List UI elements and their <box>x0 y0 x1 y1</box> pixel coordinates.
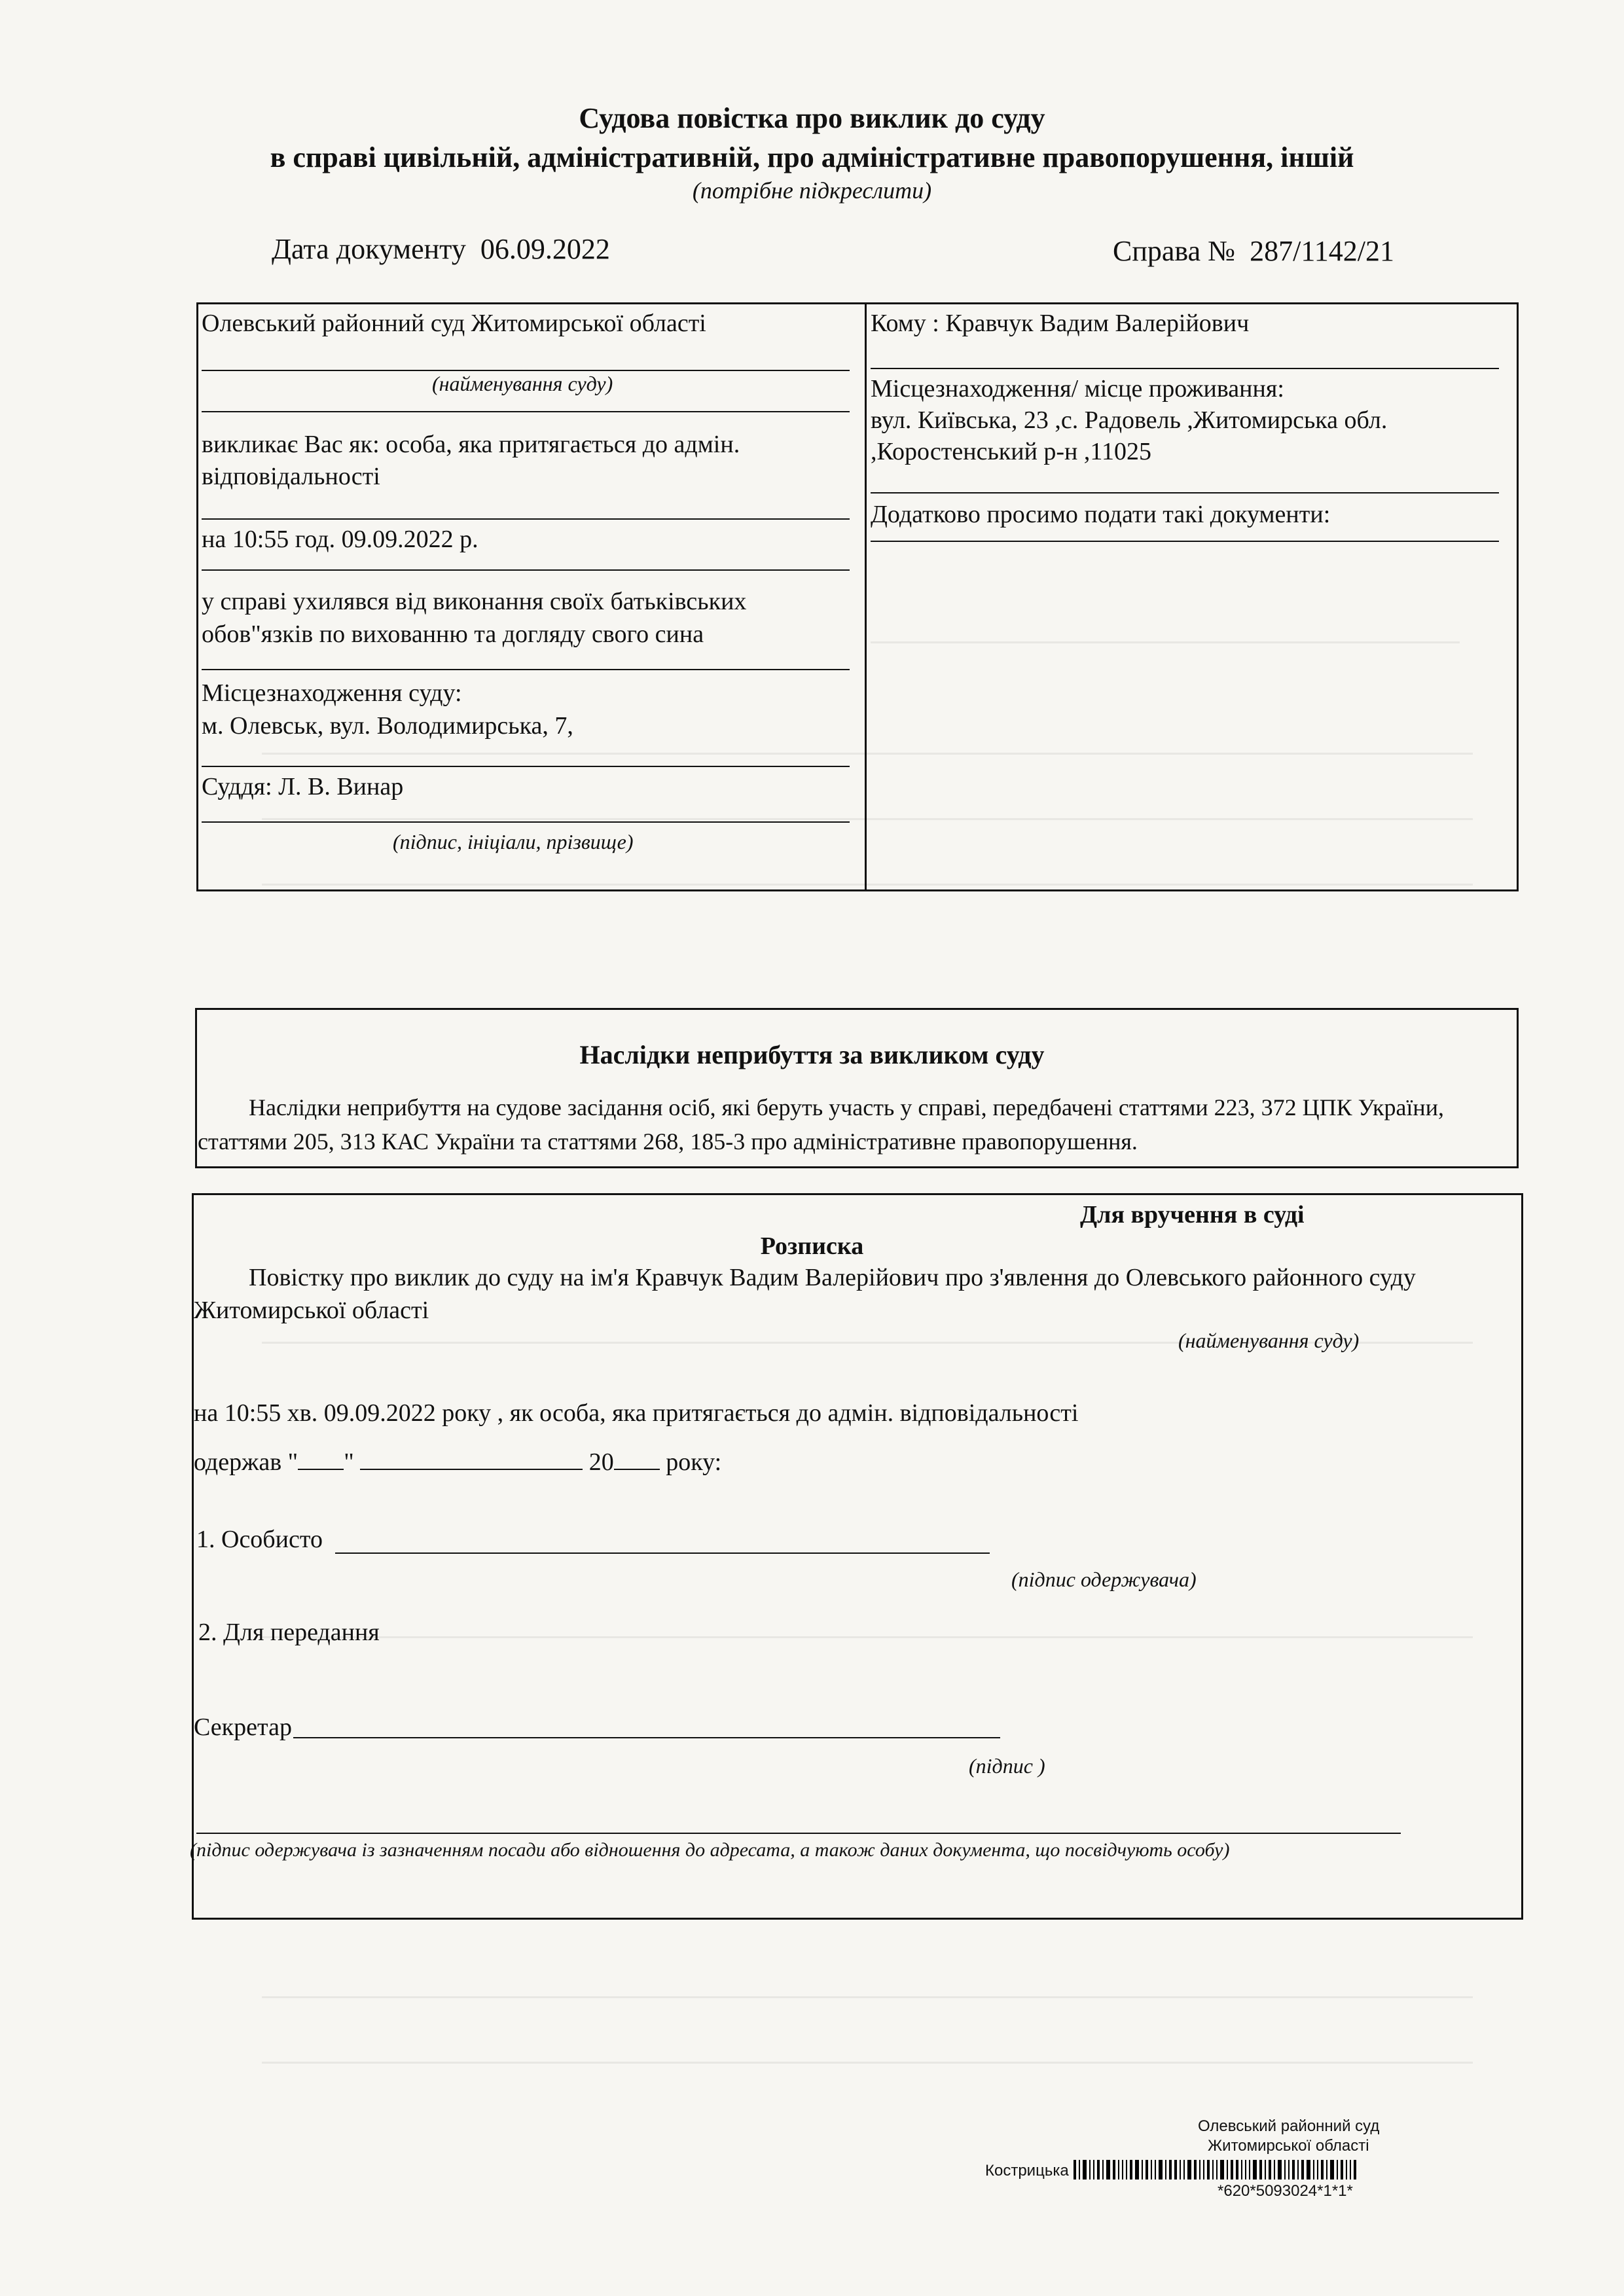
case-number <box>1113 234 1394 268</box>
personally-signature-line <box>335 1552 990 1554</box>
barcode-bar <box>1146 2160 1148 2179</box>
barcode-bar <box>1274 2160 1275 2179</box>
for-court-delivery: Для вручення в суді <box>1080 1201 1305 1229</box>
barcode-bar <box>1321 2160 1324 2179</box>
barcode-bar <box>1126 2160 1127 2179</box>
case-description-cont: обов"язків по вихованню та догляду свого сина <box>202 620 704 648</box>
calls-line <box>202 518 850 520</box>
barcode-bar <box>1249 2160 1250 2179</box>
barcode-bar <box>1284 2160 1286 2179</box>
barcode-bar <box>1288 2160 1290 2179</box>
barcode-bar <box>1341 2160 1343 2179</box>
court-name: Олевський районний суд Житомирської області <box>202 310 706 337</box>
barcode-bar <box>1093 2160 1094 2179</box>
barcode-bar <box>1155 2160 1156 2179</box>
barcode-bar <box>1292 2160 1295 2179</box>
document-title: Судова повістка про виклик до суду <box>579 102 1045 134</box>
document-date <box>272 232 610 266</box>
document-subtitle: в справі цивільній, адміністративній, про адміністративне правопорушення, іншій <box>270 141 1354 173</box>
court-name-caption: (найменування суду) <box>432 372 613 395</box>
consequences-title: Наслідки неприбуття за викликом суду <box>579 1040 1045 1069</box>
barcode-bar <box>1227 2160 1228 2179</box>
barcode-bar <box>1083 2160 1087 2179</box>
barcode-bar <box>1118 2160 1119 2179</box>
calls-you-as: викликає Вас як: особа, яка притягається до адмін. <box>202 431 740 458</box>
hearing-time: на 10:55 год. 09.09.2022 р. <box>202 526 478 553</box>
barcode-bar <box>1241 2160 1242 2179</box>
case-line <box>202 669 850 670</box>
barcode-bar <box>1313 2160 1314 2179</box>
barcode-bar <box>1199 2160 1200 2179</box>
recipient-sign-caption: (підпис одержувача) <box>1011 1568 1197 1591</box>
receipt-text: Повістку про виклик до суду на ім'я Кравчук Вадим Валерійович про з'явлення до Олевського районного суду <box>249 1264 1416 1291</box>
bleed-through-line <box>262 2062 1473 2064</box>
barcode-bar <box>1180 2160 1181 2179</box>
barcode-bar <box>1259 2160 1262 2179</box>
barcode-bar <box>1278 2160 1282 2179</box>
barcode-bar <box>1074 2160 1076 2179</box>
received-quote: " <box>344 1448 354 1476</box>
extra-documents: Додатково просимо подати такі документи: <box>871 501 1331 528</box>
barcode-bar <box>1212 2160 1214 2179</box>
secretary-sign-caption: (підпис ) <box>969 1754 1045 1778</box>
barcode-bar <box>1354 2160 1356 2179</box>
barcode-bar <box>1165 2160 1166 2179</box>
time-line <box>202 569 850 571</box>
barcode-bar <box>1169 2160 1172 2179</box>
barcode-bar <box>1122 2160 1123 2179</box>
barcode-bar <box>1097 2160 1100 2179</box>
barcode-bar <box>1183 2160 1185 2179</box>
barcode-bar <box>1253 2160 1257 2179</box>
barcode-bar <box>1350 2160 1351 2179</box>
barcode-bar <box>1113 2160 1115 2179</box>
barcode-bar <box>1265 2160 1266 2179</box>
case-label: Справа № <box>1113 235 1236 267</box>
for-transfer-label: 2. Для передання <box>198 1619 380 1646</box>
barcode-bar <box>1203 2160 1204 2179</box>
barcode-bar <box>1301 2160 1304 2179</box>
received-suffix: року: <box>666 1448 722 1476</box>
received-date-row <box>194 1446 721 1478</box>
court-caption-line <box>202 411 850 412</box>
barcode-bar <box>1130 2160 1132 2179</box>
recipient-name: Кому : Кравчук Вадим Валерійович <box>871 310 1250 337</box>
summons-column-divider <box>865 302 867 891</box>
residence-address-cont: ,Коростенський р-н ,11025 <box>871 438 1151 465</box>
barcode-bar <box>1236 2160 1238 2179</box>
extra-docs-line <box>871 541 1499 542</box>
barcode-bar <box>1317 2160 1318 2179</box>
barcode-bar <box>1326 2160 1327 2179</box>
judge-caption: (підпис, ініціали, прізвище) <box>393 830 634 853</box>
barcode <box>1074 2160 1359 2179</box>
barcode-bar <box>1174 2160 1177 2179</box>
barcode-bar <box>1220 2160 1224 2179</box>
barcode-bar <box>1187 2160 1191 2179</box>
case-description: у справі ухилявся від виконання своїх батьківських <box>202 588 747 615</box>
barcode-bar <box>1307 2160 1310 2179</box>
receipt-title: Розписка <box>760 1232 864 1260</box>
barcode-bar <box>1159 2160 1163 2179</box>
residence-address: вул. Київська, 23 ,с. Радовель ,Житомирська обл. <box>871 406 1388 434</box>
judge-name: Суддя: Л. В. Винар <box>202 773 404 800</box>
residence-line <box>871 492 1499 493</box>
barcode-bar <box>1269 2160 1271 2179</box>
residence-label: Місцезнаходження/ місце проживання: <box>871 375 1284 403</box>
personally-label: 1. Особисто <box>196 1526 323 1553</box>
barcode-bars <box>1074 2160 1359 2179</box>
location-line <box>202 766 850 767</box>
received-prefix: одержав " <box>194 1448 298 1476</box>
barcode-bar <box>1142 2160 1143 2179</box>
received-century: 20 <box>588 1448 614 1476</box>
barcode-bar <box>1151 2160 1152 2179</box>
barcode-bar <box>1102 2160 1104 2179</box>
barcode-bar <box>1106 2160 1110 2179</box>
barcode-bar <box>1216 2160 1218 2179</box>
clerk-name: Кострицька <box>985 2162 1069 2179</box>
barcode-bar <box>1194 2160 1197 2179</box>
date-label: Дата документу <box>272 233 466 265</box>
recipient-details-line <box>196 1833 1401 1834</box>
barcode-bar <box>1297 2160 1299 2179</box>
barcode-bar <box>1346 2160 1347 2179</box>
barcode-bar <box>1079 2160 1080 2179</box>
calls-you-as-cont: відповідальності <box>202 463 380 490</box>
barcode-bar <box>1231 2160 1233 2179</box>
barcode-number: *620*5093024*1*1* <box>1218 2182 1353 2200</box>
consequences-text: Наслідки неприбуття на судове засідання осіб, які беруть участь у справі, передбачені статтями 223, 372 ЦПК України, <box>249 1094 1444 1121</box>
barcode-bar <box>1207 2160 1210 2179</box>
bleed-through-line <box>262 1996 1473 1998</box>
case-value: 287/1142/21 <box>1250 235 1394 267</box>
court-location-value: м. Олевськ, вул. Володимирська, 7, <box>202 712 573 740</box>
receipt-time: на 10:55 хв. 09.09.2022 року , як особа, яка притягається до адмін. відповідальності <box>194 1399 1079 1427</box>
barcode-bar <box>1089 2160 1091 2179</box>
underline-note: (потрібне підкреслити) <box>692 177 932 204</box>
barcode-bar <box>1135 2160 1139 2179</box>
date-value: 06.09.2022 <box>480 233 610 265</box>
receipt-text-cont: Житомирської області <box>194 1297 429 1324</box>
stamp-court-region: Житомирської області <box>1208 2137 1369 2155</box>
barcode-bar <box>1330 2160 1334 2179</box>
secretary-label: Секретар <box>194 1713 292 1741</box>
recipient-details-caption: (підпис одержувача із зазначенням посади або відношення до адресата, а також даних документа, що посвідчують особу) <box>190 1839 1230 1861</box>
secretary-signature-line <box>293 1737 1000 1738</box>
stamp-court-name: Олевський районний суд <box>1198 2117 1380 2135</box>
receipt-court-caption: (найменування суду) <box>1178 1329 1360 1352</box>
court-location-label: Місцезнаходження суду: <box>202 679 462 707</box>
barcode-bar <box>1245 2160 1246 2179</box>
court-name-line <box>202 370 850 371</box>
recipient-line <box>871 368 1499 369</box>
consequences-text-cont: статтями 205, 313 КАС України та статтями 268, 185-3 про адміністративне правопорушення. <box>198 1128 1138 1155</box>
barcode-bar <box>1337 2160 1338 2179</box>
judge-line <box>202 821 850 823</box>
